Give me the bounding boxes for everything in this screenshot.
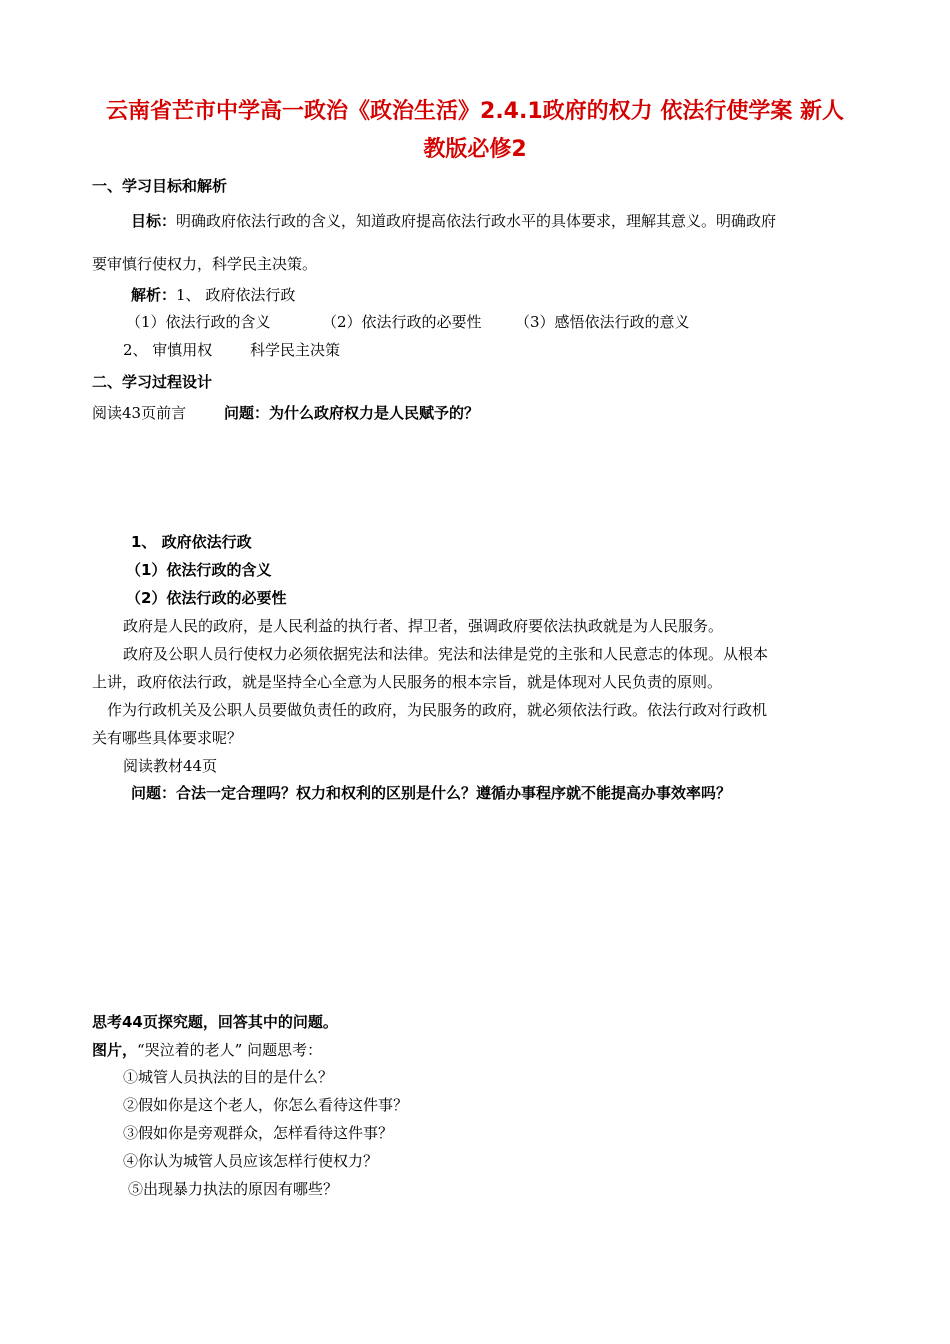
goal-line1 [131,211,776,231]
analysis-sub-3: （3）感悟依法行政的意义 [515,313,690,331]
document-title-line1: 云南省芒市中学高一政治《政治生活》2.4.1政府的权力 依法行使学案 新人 [106,99,844,124]
paragraph-3b: 关有哪些具体要求呢？ [92,729,243,747]
question-1: 问题：为什么政府权力是人民赋予的？ [224,404,480,422]
analysis-sub-2: （2）依法行政的必要性 [322,313,482,331]
paragraph-1: 政府是人民的政府，是人民利益的执行者、捍卫者，强调政府要依法执政就是为人民服务。 [123,617,724,635]
picture-label: 图片， [92,1041,138,1059]
think-question-2: ②假如你是这个老人，你怎么看待这件事？ [123,1096,409,1114]
section2-heading: 二、学习过程设计 [92,373,213,391]
paragraph-2b: 上讲，政府依法行政，就是坚持全心全意为人民服务的根本宗旨，就是体现对人民负责的原则。 [92,673,723,691]
goal-label: 目标： [131,212,177,230]
analysis-item-2b: 科学民主决策 [250,341,341,359]
picture-line [92,1040,322,1060]
think-question-1: ①城管人员执法的目的是什么？ [123,1068,334,1086]
paragraph-2a: 政府及公职人员行使权力必须依据宪法和法律。宪法和法律是党的主张和人民意志的体现。从根本 [123,645,769,663]
paragraph-3a: 作为行政机关及公职人员要做负责任的政府，为民服务的政府，就必须依法行政。依法行政对行政机 [107,701,768,719]
question-2: 问题：合法一定合理吗？权力和权利的区别是什么？遵循办事程序就不能提高办事效率吗？ [131,784,732,802]
topic-sub-2: （2）依法行政的必要性 [126,589,287,607]
document-title-line2: 教版必修2 [423,137,527,162]
think-question-3: ③假如你是旁观群众，怎样看待这件事？ [123,1124,394,1142]
analysis-item-1: 1、 政府依法行政 [176,286,296,304]
think-question-5: ⑤出现暴力执法的原因有哪些？ [128,1180,339,1198]
topic-1: 1、 政府依法行政 [131,533,252,551]
read-43: 阅读43页前言 [92,404,187,422]
analysis-label: 解析： [131,286,177,304]
think-question-4: ④你认为城管人员应该怎样行使权力？ [123,1152,379,1170]
analysis-sub-1: （1）依法行政的含义 [126,313,271,331]
analysis-line1 [131,285,295,305]
think-prompt: 思考44页探究题，回答其中的问题。 [92,1013,338,1031]
read-44: 阅读教材44页 [123,757,218,775]
analysis-item-2a: 2、 审慎用权 [123,341,213,359]
goal-line2: 要审慎行使权力，科学民主决策。 [92,255,318,273]
goal-text-1: 明确政府依法行政的含义，知道政府提高依法行政水平的具体要求，理解其意义。明确政府 [176,212,777,230]
section1-heading: 一、学习目标和解析 [92,177,228,195]
picture-text: “哭泣着的老人” 问题思考： [137,1041,323,1059]
topic-sub-1: （1）依法行政的含义 [126,561,272,579]
